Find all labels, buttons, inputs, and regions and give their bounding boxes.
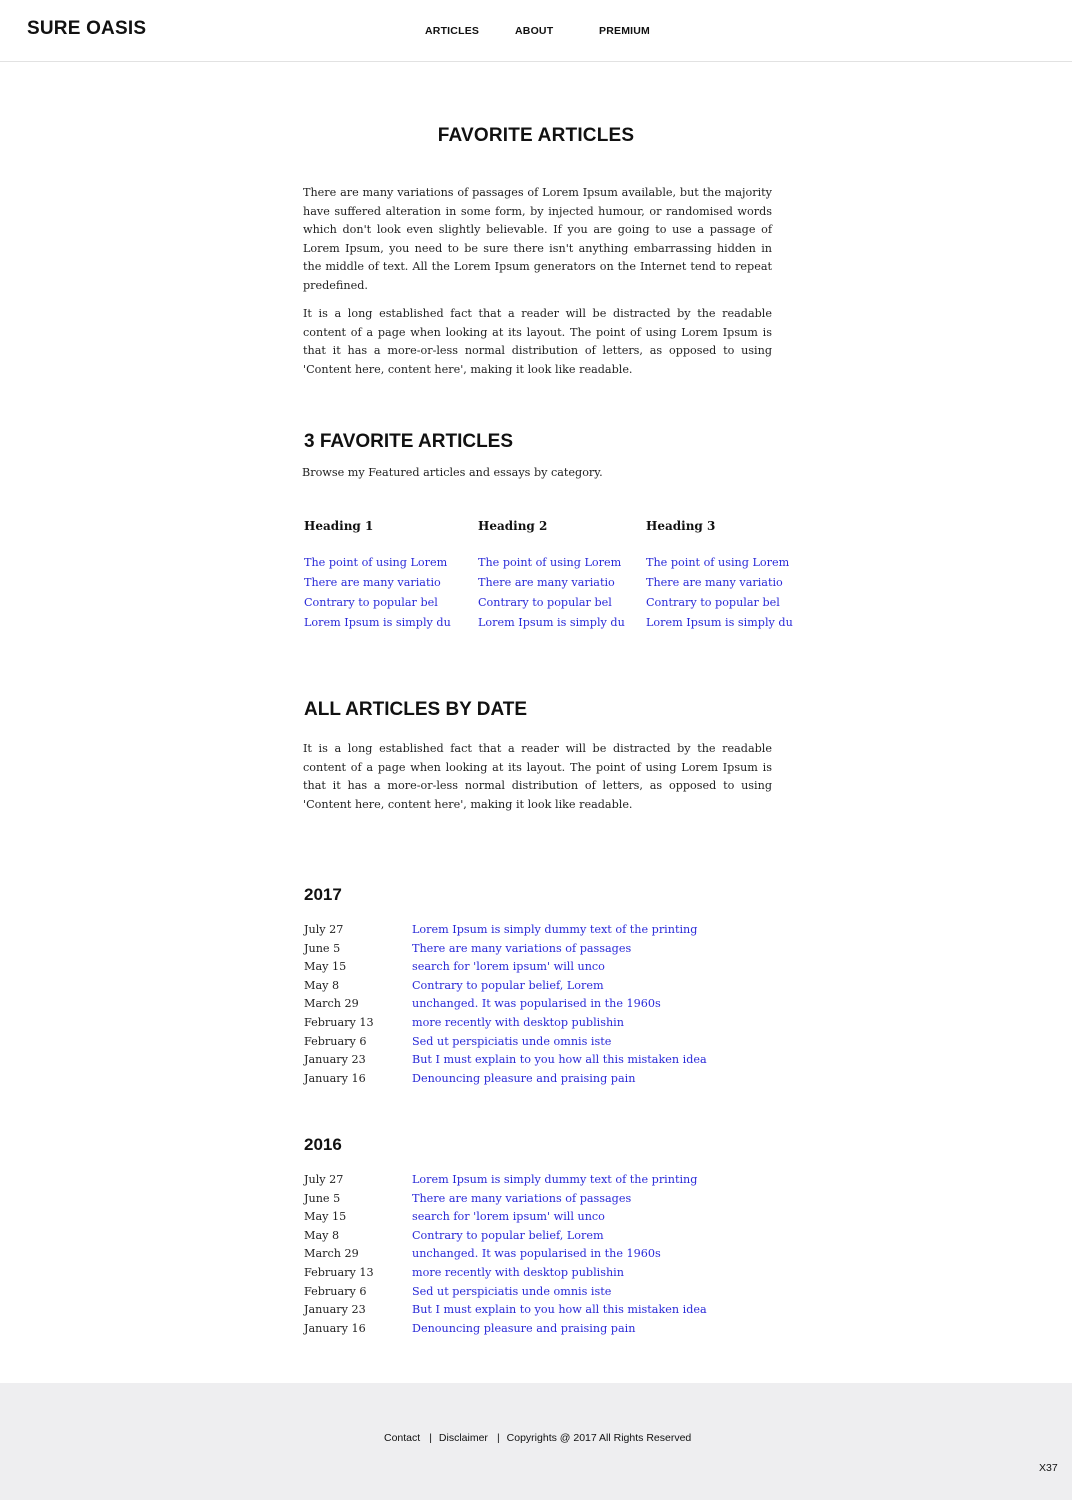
- column-heading: Heading 1: [304, 519, 374, 533]
- favorite-link[interactable]: Contrary to popular bel: [304, 596, 438, 609]
- article-link[interactable]: search for 'lorem ipsum' will unco: [412, 960, 605, 973]
- favorite-link[interactable]: The point of using Lorem: [646, 556, 790, 569]
- year-heading-2016: 2016: [304, 1135, 342, 1154]
- favorite-link[interactable]: Lorem Ipsum is simply du: [304, 616, 451, 629]
- top-navbar: [0, 0, 1072, 62]
- favorite-link[interactable]: There are many variatio: [478, 576, 615, 589]
- article-date: July 27: [304, 923, 344, 936]
- favorite-link[interactable]: Contrary to popular bel: [646, 596, 780, 609]
- article-date: January 23: [304, 1303, 366, 1316]
- article-link[interactable]: Lorem Ipsum is simply dummy text of the printing: [412, 923, 698, 936]
- column-heading: Heading 3: [646, 519, 716, 533]
- nav-articles[interactable]: ARTICLES: [425, 25, 480, 37]
- article-link[interactable]: Contrary to popular belief, Lorem: [412, 979, 604, 992]
- footer-code: X37: [1039, 1462, 1058, 1474]
- article-date: June 5: [304, 942, 341, 955]
- article-link[interactable]: Denouncing pleasure and praising pain: [412, 1322, 636, 1335]
- favorite-link[interactable]: There are many variatio: [304, 576, 441, 589]
- column-heading: Heading 2: [478, 519, 548, 533]
- article-date: May 8: [304, 1229, 340, 1242]
- favorite-link[interactable]: There are many variatio: [646, 576, 783, 589]
- footer-contact-link[interactable]: Contact: [384, 1432, 421, 1444]
- intro-paragraph-1: There are many variations of passages of Lorem Ipsum available, but the majority have suffered alteration in some form, by injected humour, or randomised words which don't look even slightly believable. If you are going to use a passage of Lorem Ipsum, you need to be sure there isn't anything embarrassing hidden in the middle of text. All the Lorem Ipsum generators on the Internet tend to repeat predefined.: [303, 186, 772, 292]
- article-date: May 8: [304, 979, 340, 992]
- article-date: January 16: [304, 1322, 366, 1335]
- article-date: May 15: [304, 960, 347, 973]
- favorite-link[interactable]: The point of using Lorem: [304, 556, 448, 569]
- site-logo[interactable]: SURE OASIS: [27, 18, 147, 39]
- favorites-subtitle: Browse my Featured articles and essays by category.: [302, 466, 603, 479]
- article-date: January 23: [304, 1053, 366, 1066]
- article-link[interactable]: more recently with desktop publishin: [412, 1266, 624, 1279]
- article-date: July 27: [304, 1173, 344, 1186]
- article-link[interactable]: more recently with desktop publishin: [412, 1016, 624, 1029]
- footer-links: [384, 1432, 691, 1444]
- article-link[interactable]: Contrary to popular belief, Lorem: [412, 1229, 604, 1242]
- footer-disclaimer-link[interactable]: Disclaimer: [438, 1432, 488, 1444]
- article-link[interactable]: unchanged. It was popularised in the 1960s: [412, 997, 661, 1010]
- favorites-column-3: [646, 519, 793, 633]
- article-date: January 16: [304, 1072, 366, 1085]
- article-date: March 29: [304, 1247, 359, 1260]
- nav-about[interactable]: ABOUT: [515, 25, 554, 37]
- article-date: May 15: [304, 1210, 347, 1223]
- article-link[interactable]: Sed ut perspiciatis unde omnis iste: [412, 1285, 612, 1298]
- article-link[interactable]: But I must explain to you how all this mistaken idea: [412, 1303, 707, 1316]
- favorites-column-1: [304, 519, 451, 633]
- footer-separator: |: [429, 1432, 432, 1444]
- article-date: February 13: [304, 1266, 374, 1279]
- favorite-link[interactable]: Lorem Ipsum is simply du: [478, 616, 625, 629]
- article-link[interactable]: There are many variations of passages: [412, 942, 632, 955]
- by-date-paragraph: It is a long established fact that a reader will be distracted by the readable content of a page when looking at its layout. The point of using Lorem Ipsum is that it has a more-or-less normal distribution of letters, as opposed to using 'Content here, content here', making it look like readable.: [303, 742, 772, 811]
- favorite-link[interactable]: Contrary to popular bel: [478, 596, 612, 609]
- nav-premium[interactable]: PREMIUM: [599, 25, 650, 37]
- favorites-column-2: [478, 519, 625, 633]
- article-link[interactable]: Sed ut perspiciatis unde omnis iste: [412, 1035, 612, 1048]
- article-link[interactable]: But I must explain to you how all this mistaken idea: [412, 1053, 707, 1066]
- footer-separator: |: [496, 1432, 500, 1444]
- favorite-link[interactable]: The point of using Lorem: [478, 556, 622, 569]
- intro-paragraph-2: It is a long established fact that a reader will be distracted by the readable content of a page when looking at its layout. The point of using Lorem Ipsum is that it has a more-or-less normal distribution of letters, as opposed to using 'Content here, content here', making it look like readable.: [303, 307, 772, 376]
- favorites-title: 3 FAVORITE ARTICLES: [304, 431, 514, 452]
- article-date: February 6: [304, 1035, 367, 1048]
- year-heading-2017: 2017: [304, 885, 342, 904]
- footer-copyright: Copyrights @ 2017 All Rights Reserved: [506, 1432, 692, 1444]
- article-date: February 6: [304, 1285, 367, 1298]
- footer: [0, 1383, 1072, 1500]
- page-title: FAVORITE ARTICLES: [437, 125, 635, 146]
- article-link[interactable]: Lorem Ipsum is simply dummy text of the printing: [412, 1173, 698, 1186]
- article-link[interactable]: unchanged. It was popularised in the 1960s: [412, 1247, 661, 1260]
- article-link[interactable]: Denouncing pleasure and praising pain: [412, 1072, 636, 1085]
- article-date: February 13: [304, 1016, 374, 1029]
- by-date-title: ALL ARTICLES BY DATE: [304, 699, 528, 720]
- article-date: June 5: [304, 1192, 341, 1205]
- favorite-link[interactable]: Lorem Ipsum is simply du: [646, 616, 793, 629]
- article-date: March 29: [304, 997, 359, 1010]
- article-link[interactable]: search for 'lorem ipsum' will unco: [412, 1210, 605, 1223]
- article-link[interactable]: There are many variations of passages: [412, 1192, 632, 1205]
